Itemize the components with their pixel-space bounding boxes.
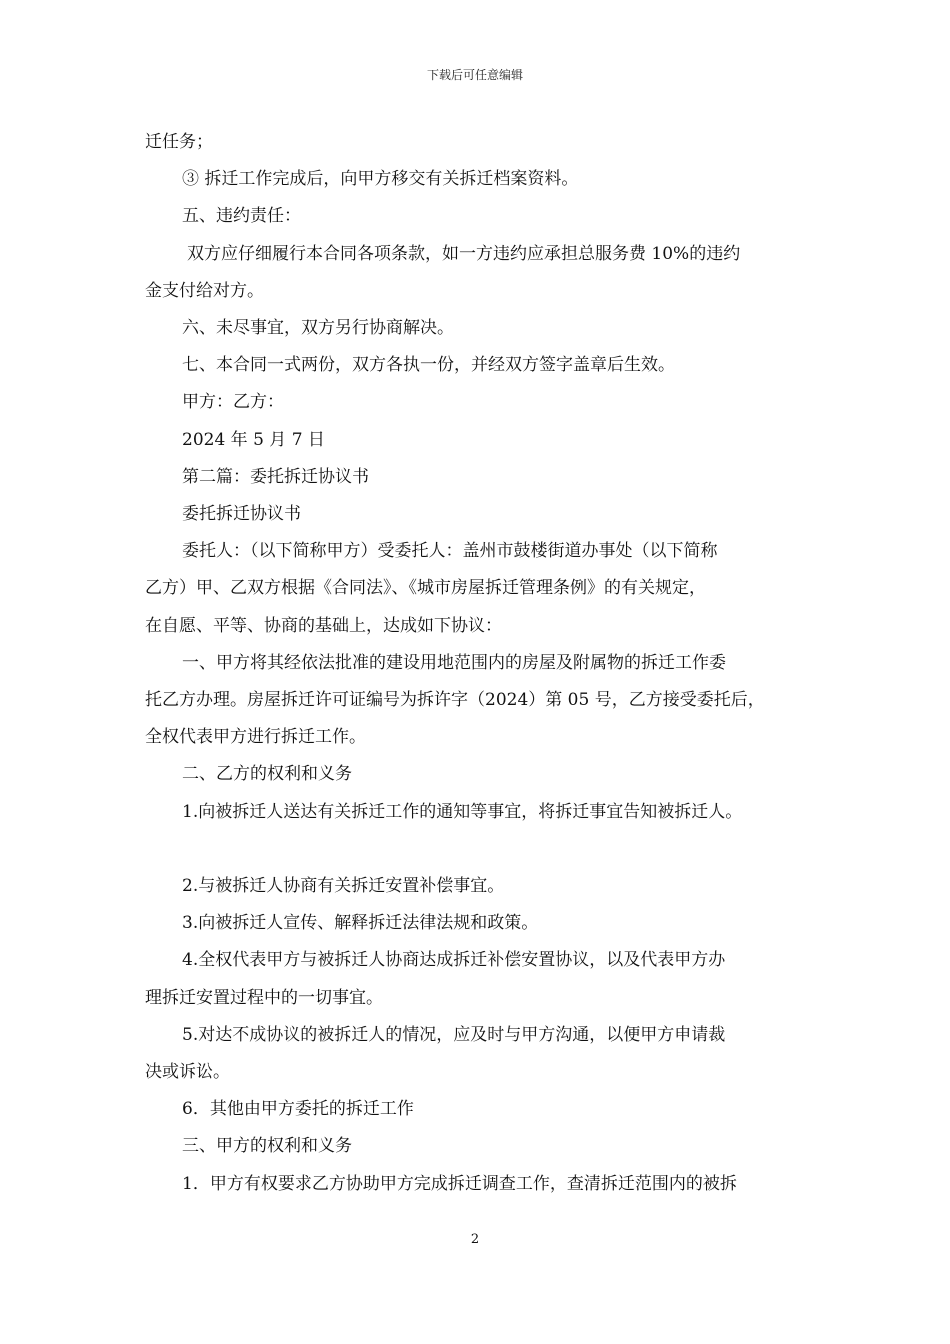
text-line: 甲方：乙方： (182, 392, 284, 413)
text-line: ③ 拆迁工作完成后，向甲方移交有关拆迁档案资料。 (182, 169, 579, 190)
text-line: 全权代表甲方进行拆迁工作。 (145, 727, 366, 748)
text-line: 委托拆迁协议书 (182, 504, 301, 525)
text-line: 2024 年 5 月 7 日 (182, 429, 325, 450)
text-line: 委托人：（以下简称甲方）受委托人：盖州市鼓楼街道办事处（以下简称 (182, 541, 718, 562)
text-line: 6．其他由甲方委托的拆迁工作 (182, 1099, 414, 1120)
document-body (145, 124, 825, 1203)
text-line: 第二篇：委托拆迁协议书 (182, 466, 369, 487)
text-line: 六、未尽事宜，双方另行协商解决。 (182, 318, 454, 339)
text-line: 一、甲方将其经依法批准的建设用地范围内的房屋及附属物的拆迁工作委 (182, 652, 726, 673)
text-line: 4.全权代表甲方与被拆迁人协商达成拆迁补偿安置协议，以及代表甲方办 (182, 950, 726, 971)
text-line: 理拆迁安置过程中的一切事宜。 (145, 987, 383, 1008)
text-line: 二、乙方的权利和义务 (182, 764, 352, 785)
text-line: 托乙方办理。房屋拆迁许可证编号为拆许字（2024）第 05 号，乙方接受委托后， (145, 690, 765, 711)
text-line: 七、本合同一式两份，双方各执一份，并经双方签字盖章后生效。 (182, 355, 675, 376)
page-number: 2 (470, 1232, 480, 1247)
text-line: 2.与被拆迁人协商有关拆迁安置补偿事宜。 (182, 876, 505, 897)
text-line: 迁任务； (145, 132, 213, 152)
text-line: 双方应仔细履行本合同各项条款，如一方违约应承担总服务费 10%的违约 (187, 243, 741, 264)
text-line: 1.向被拆迁人送达有关拆迁工作的通知等事宜，将拆迁事宜告知被拆迁人。 (182, 801, 743, 822)
text-line: 决或诉讼。 (145, 1062, 230, 1083)
text-line: 5.对达不成协议的被拆迁人的情况，应及时与甲方沟通，以便甲方申请裁 (182, 1024, 726, 1045)
text-line: 五、违约责任： (182, 206, 301, 227)
text-line: 金支付给对方。 (145, 280, 264, 301)
blank-line (145, 831, 825, 868)
page-header: 下载后可任意编辑 (426, 68, 523, 82)
text-line: 在自愿、平等、协商的基础上，达成如下协议： (145, 615, 502, 636)
text-line: 乙方）甲、乙双方根据《合同法》、《城市房屋拆迁管理条例》的有关规定， (145, 578, 706, 599)
text-line: 三、甲方的权利和义务 (182, 1136, 352, 1157)
text-line: 1．甲方有权要求乙方协助甲方完成拆迁调查工作，查清拆迁范围内的被拆 (182, 1173, 737, 1194)
text-line: 3.向被拆迁人宣传、解释拆迁法律法规和政策。 (182, 913, 539, 934)
